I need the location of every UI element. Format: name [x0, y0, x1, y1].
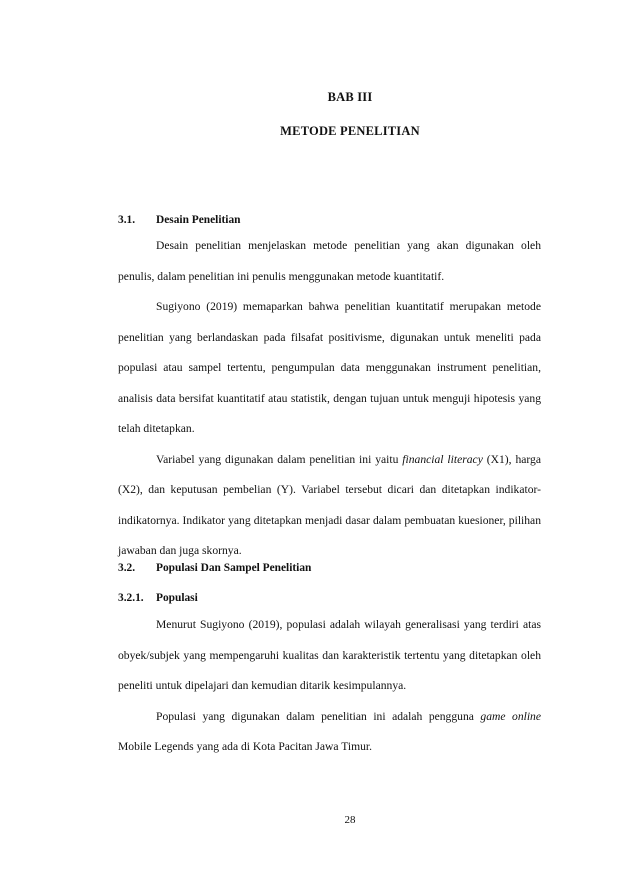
section-title: Populasi [156, 592, 198, 604]
paragraph: Sugiyono (2019) memaparkan bahwa penelitian kuantitatif merupakan metode penelitian yang berlandaskan pada filsafat positivisme, digunakan untuk meneliti pada populasi atau sampel tertentu, pengumpulan data menggunakan instrument penelitian, analisis data bersifat kuantitatif atau statistik, dengan tujuan untuk menguji hipotesis yang telah ditetapkan. [118, 300, 541, 435]
chapter-number: BAB III [327, 90, 373, 104]
paragraph-text: Variabel yang digunakan dalam penelitian ini yaitu [156, 452, 403, 466]
italic-term: game online [480, 709, 541, 723]
section-number: 3.1. [118, 214, 136, 226]
paragraph-text: Populasi yang digunakan dalam penelitian ini adalah pengguna [156, 709, 481, 723]
chapter-title: METODE PENELITIAN [280, 124, 420, 138]
section-heading-3-2-1 [118, 592, 198, 604]
section-3-2-1-body [118, 610, 541, 763]
section-heading-3-2 [118, 562, 312, 574]
section-title: Populasi Dan Sampel Penelitian [156, 562, 312, 574]
section-heading-3-1 [118, 214, 241, 226]
section-title: Desain Penelitian [156, 214, 241, 226]
page-number: 28 [344, 814, 356, 826]
italic-term: financial literacy [402, 452, 483, 466]
section-number: 3.2.1. [118, 592, 144, 604]
section-number: 3.2. [118, 562, 136, 574]
paragraph [118, 445, 541, 567]
paragraph [118, 702, 541, 763]
paragraph-text: Mobile Legends yang ada di Kota Pacitan Jawa Timur. [118, 740, 373, 753]
section-3-1-body [118, 231, 541, 567]
paragraph-text: (X1), harga (X2), dan keputusan pembelian (Y). Variabel tersebut dicari dan ditetapkan indikator-indikatornya. Indikator yang ditetapkan menjadi dasar dalam pembuatan kuesioner, pilihan jawaban dan juga skornya. [118, 452, 541, 557]
paragraph: Menurut Sugiyono (2019), populasi adalah wilayah generalisasi yang terdiri atas obyek/subjek yang mempengaruhi kualitas dan karakteristik tertentu yang ditetapkan oleh peneliti untuk dipelajari dan kemudian ditarik kesimpulannya. [118, 618, 541, 692]
paragraph: Desain penelitian menjelaskan metode penelitian yang akan digunakan oleh penulis, dalam penelitian ini penulis menggunakan metode kuantitatif. [118, 239, 541, 283]
